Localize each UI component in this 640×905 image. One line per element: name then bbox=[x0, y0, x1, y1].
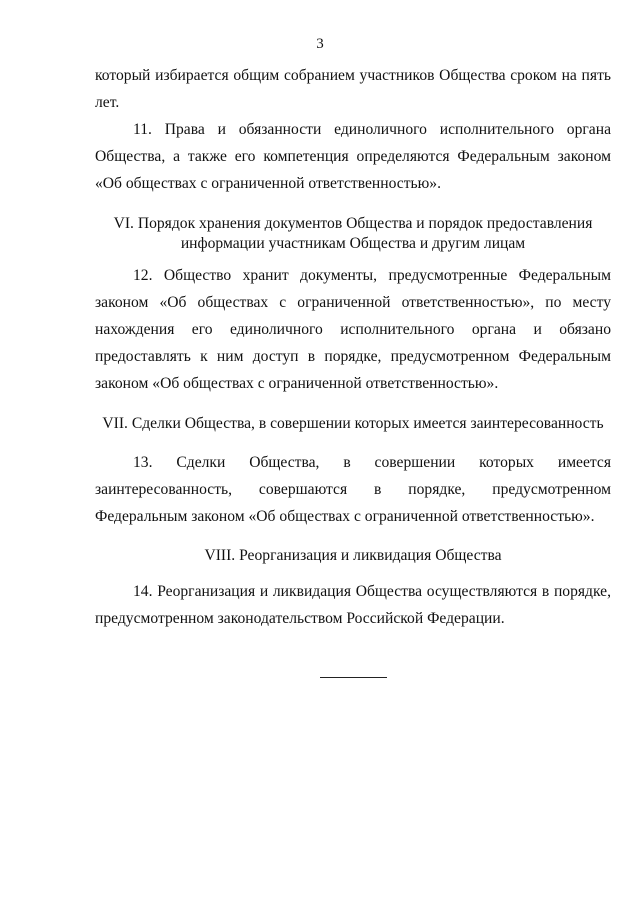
section-6-heading-line-1: VI. Порядок хранения документов Общества и порядок предоставления bbox=[113, 215, 593, 232]
section-6-heading bbox=[95, 214, 611, 254]
section-7-heading: VII. Сделки Общества, в совершении которых имеется заинтересованность bbox=[102, 415, 604, 432]
paragraph-continuation: который избирается общим собранием участников Общества сроком на пять лет. bbox=[95, 67, 611, 111]
paragraph-11: 11. Права и обязанности единоличного исполнительного органа Общества, а также его компетенция определяются Федеральным законом «Об обществах с ограниченной ответственностью». bbox=[95, 121, 611, 192]
section-8-heading: VIII. Реорганизация и ликвидация Общества bbox=[204, 547, 502, 564]
end-of-document-rule bbox=[320, 677, 387, 678]
section-6-heading-line-2: информации участникам Общества и другим лицам bbox=[180, 235, 526, 252]
paragraph-13: 13. Сделки Общества, в совершении которых имеется заинтересованность, совершаются в порядке, предусмотренном Федеральным законом «Об обществах с ограниченной ответственностью». bbox=[95, 454, 611, 525]
page-number: 3 bbox=[316, 36, 324, 52]
paragraph-12: 12. Общество хранит документы, предусмотренные Федеральным законом «Об обществах с ограниченной ответственностью», по месту нахождения его единоличного исполнительного органа и обязано предоставлять к ним доступ в порядке, предусмотренном Федеральным законом «Об обществах с ограниченной ответственностью». bbox=[95, 267, 611, 392]
paragraph-14: 14. Реорганизация и ликвидация Общества осуществляются в порядке, предусмотренном законодательством Российской Федерации. bbox=[95, 583, 611, 627]
